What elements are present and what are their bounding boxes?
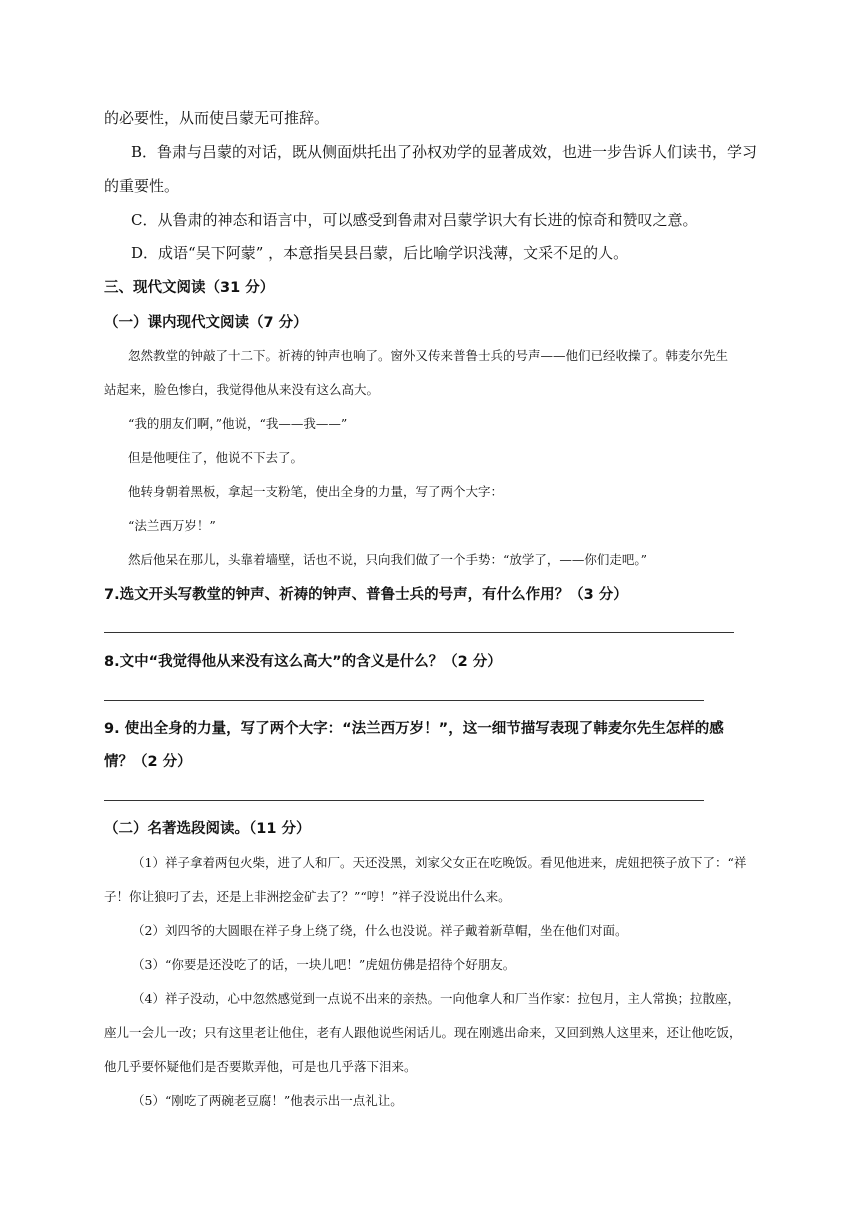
passage2-p1-line2: 子！你让狼叼了去，还是上非洲挖金矿去了？”“哼！”祥子没说出什么来。 xyxy=(104,889,511,904)
part2-heading: （二）名著选段阅读。（11 分） xyxy=(104,821,311,837)
passage2-p4-line2: 座儿一会儿一改；只有这里老让他住，老有人跟他说些闲话儿。现在刚逃出命来，又回到熟人这里来，还让他吃饭， xyxy=(104,1025,742,1040)
question-9-line2: 情？（2 分） xyxy=(104,754,192,770)
option-a-continuation: 的必要性，从而使吕蒙无可推辞。 xyxy=(104,109,330,127)
passage2-p4-line1: （4）祥子没动，心中忽然感觉到一点说不出来的亲热。一向他拿人和厂当作家：拉包月，主人常换；拉散座， xyxy=(132,991,740,1006)
question-9-line1: 9. 使出全身的力量，写了两个大字：“法兰西万岁！”，这一细节描写表现了韩麦尔先生怎样的感 xyxy=(104,721,724,737)
option-c: C．从鲁肃的神态和语言中，可以感受到鲁肃对吕蒙学识大有长进的惊奇和赞叹之意。 xyxy=(131,211,698,229)
part1-heading: （一）课内现代文阅读（7 分） xyxy=(104,315,308,331)
passage1-p6: 然后他呆在那儿，头靠着墙壁，话也不说，只向我们做了一个手势：“放学了，——你们走吧。” xyxy=(128,552,648,567)
passage2-p5: （5）“刚吃了两碗老豆腐！”他表示出一点礼让。 xyxy=(132,1093,403,1108)
passage1-p2: “我的朋友们啊，”他说，“我——我——” xyxy=(128,416,348,431)
passage1-p4: 他转身朝着黑板，拿起一支粉笔，使出全身的力量，写了两个大字： xyxy=(128,484,504,499)
passage1-p3: 但是他哽住了，他说不下去了。 xyxy=(128,450,304,465)
passage1-p1-line2: 站起来，脸色惨白，我觉得他从来没有这么高大。 xyxy=(104,382,380,397)
option-b-line1: B．鲁肃与吕蒙的对话，既从侧面烘托出了孙权劝学的显著成效，也进一步告诉人们读书，学习 xyxy=(131,143,758,161)
answer-line-q7[interactable] xyxy=(104,632,734,633)
passage2-p2: （2）刘四爷的大圆眼在祥子身上绕了绕，什么也没说。祥子戴着新草帽，坐在他们对面。 xyxy=(132,923,628,938)
answer-line-q9[interactable] xyxy=(104,800,704,801)
passage2-p1-line1: （1）祥子拿着两包火柴，进了人和厂。天还没黑，刘家父女正在吃晚饭。看见他进来，虎妞把筷子放下了：“祥 xyxy=(132,855,747,870)
answer-line-q8[interactable] xyxy=(104,700,704,701)
passage1-p5: “法兰西万岁！” xyxy=(128,518,216,533)
question-8: 8.文中“我觉得他从来没有这么高大”的含义是什么？（2 分） xyxy=(104,654,502,670)
question-7: 7.选文开头写教堂的钟声、祈祷的钟声、普鲁士兵的号声，有什么作用？（3 分） xyxy=(104,587,628,603)
section3-heading: 三、现代文阅读（31 分） xyxy=(104,280,275,296)
option-b-line2: 的重要性。 xyxy=(104,177,180,195)
option-d: D．成语“吴下阿蒙” ，本意指吴县吕蒙，后比喻学识浅薄，文采不足的人。 xyxy=(131,244,629,262)
passage2-p3: （3）“你要是还没吃了的话，一块儿吧！”虎妞仿佛是招待个好朋友。 xyxy=(132,957,516,972)
passage2-p4-line3: 他几乎要怀疑他们是否要欺弄他，可是也几乎落下泪来。 xyxy=(104,1059,417,1074)
passage1-p1-line1: 忽然教堂的钟敲了十二下。祈祷的钟声也响了。窗外又传来普鲁士兵的号声——他们已经收操了。韩麦尔先生 xyxy=(128,348,729,363)
